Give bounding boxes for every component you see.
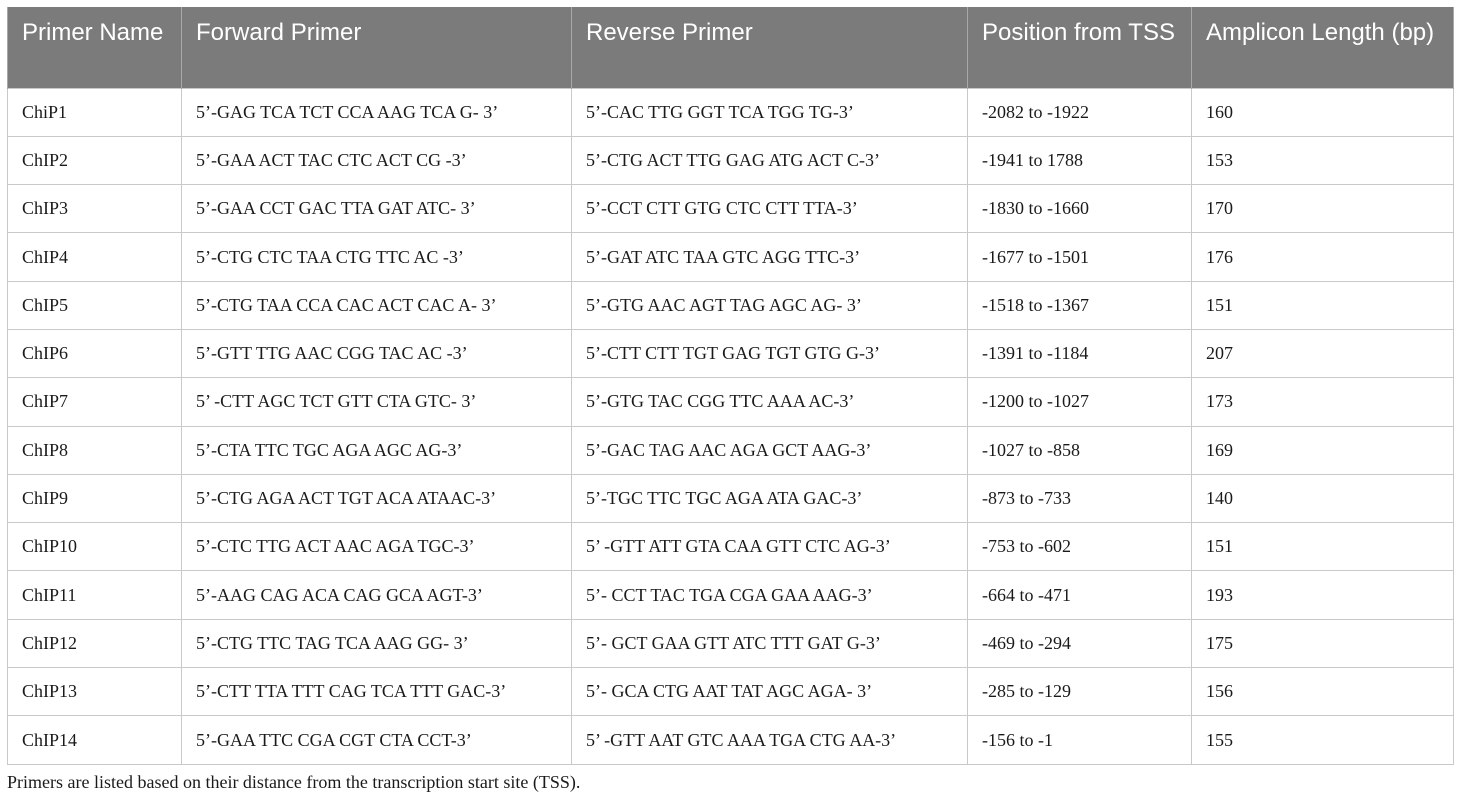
cell-forward-primer: 5’-CTG TAA CCA CAC ACT CAC A- 3’ xyxy=(182,281,572,329)
cell-amplicon-length: 170 xyxy=(1192,185,1454,233)
cell-amplicon-length: 140 xyxy=(1192,474,1454,522)
cell-forward-primer: 5’-GAA CCT GAC TTA GAT ATC- 3’ xyxy=(182,185,572,233)
table-row xyxy=(8,136,1454,184)
table-row xyxy=(8,523,1454,571)
cell-position-from-tss: -1391 to -1184 xyxy=(968,329,1192,377)
table-row xyxy=(8,668,1454,716)
cell-amplicon-length: 173 xyxy=(1192,378,1454,426)
header-row xyxy=(8,7,1454,88)
cell-primer-name: ChIP3 xyxy=(8,185,182,233)
table-body xyxy=(8,88,1454,764)
table-footnote: Primers are listed based on their distance from the transcription start site (TSS). xyxy=(7,772,581,792)
cell-position-from-tss: -156 to -1 xyxy=(968,716,1192,764)
cell-reverse-primer: 5’-CTG ACT TTG GAG ATG ACT C-3’ xyxy=(572,136,968,184)
cell-reverse-primer: 5’- GCA CTG AAT TAT AGC AGA- 3’ xyxy=(572,668,968,716)
cell-primer-name: ChIP14 xyxy=(8,716,182,764)
cell-reverse-primer: 5’-TGC TTC TGC AGA ATA GAC-3’ xyxy=(572,474,968,522)
table-row xyxy=(8,88,1454,136)
cell-primer-name: ChIP8 xyxy=(8,426,182,474)
cell-forward-primer: 5’-GAA TTC CGA CGT CTA CCT-3’ xyxy=(182,716,572,764)
table-row xyxy=(8,329,1454,377)
cell-primer-name: ChIP10 xyxy=(8,523,182,571)
cell-forward-primer: 5’ -CTT AGC TCT GTT CTA GTC- 3’ xyxy=(182,378,572,426)
cell-reverse-primer: 5’-CAC TTG GGT TCA TGG TG-3’ xyxy=(572,88,968,136)
header-primer-name: Primer Name xyxy=(8,7,182,88)
cell-primer-name: ChiP1 xyxy=(8,88,182,136)
cell-primer-name: ChIP6 xyxy=(8,329,182,377)
cell-amplicon-length: 153 xyxy=(1192,136,1454,184)
cell-reverse-primer: 5’- GCT GAA GTT ATC TTT GAT G-3’ xyxy=(572,619,968,667)
table-row xyxy=(8,233,1454,281)
cell-primer-name: ChIP11 xyxy=(8,571,182,619)
cell-position-from-tss: -1941 to 1788 xyxy=(968,136,1192,184)
table-row xyxy=(8,571,1454,619)
cell-position-from-tss: -873 to -733 xyxy=(968,474,1192,522)
cell-amplicon-length: 176 xyxy=(1192,233,1454,281)
cell-reverse-primer: 5’ -GTT AAT GTC AAA TGA CTG AA-3’ xyxy=(572,716,968,764)
cell-position-from-tss: -1677 to -1501 xyxy=(968,233,1192,281)
cell-forward-primer: 5’-CTC TTG ACT AAC AGA TGC-3’ xyxy=(182,523,572,571)
cell-forward-primer: 5’-GAA ACT TAC CTC ACT CG -3’ xyxy=(182,136,572,184)
cell-forward-primer: 5’-CTG CTC TAA CTG TTC AC -3’ xyxy=(182,233,572,281)
cell-primer-name: ChIP7 xyxy=(8,378,182,426)
cell-amplicon-length: 155 xyxy=(1192,716,1454,764)
header-amplicon-length: Amplicon Length (bp) xyxy=(1192,7,1454,88)
cell-forward-primer: 5’-AAG CAG ACA CAG GCA AGT-3’ xyxy=(182,571,572,619)
cell-position-from-tss: -1830 to -1660 xyxy=(968,185,1192,233)
cell-forward-primer: 5’-CTG AGA ACT TGT ACA ATAAC-3’ xyxy=(182,474,572,522)
cell-amplicon-length: 175 xyxy=(1192,619,1454,667)
cell-reverse-primer: 5’- CCT TAC TGA CGA GAA AAG-3’ xyxy=(572,571,968,619)
cell-amplicon-length: 156 xyxy=(1192,668,1454,716)
cell-position-from-tss: -664 to -471 xyxy=(968,571,1192,619)
cell-position-from-tss: -753 to -602 xyxy=(968,523,1192,571)
primer-table-container xyxy=(7,7,1453,765)
cell-primer-name: ChIP4 xyxy=(8,233,182,281)
table-row xyxy=(8,185,1454,233)
header-forward-primer: Forward Primer xyxy=(182,7,572,88)
cell-reverse-primer: 5’-GTG TAC CGG TTC AAA AC-3’ xyxy=(572,378,968,426)
table-row xyxy=(8,619,1454,667)
cell-forward-primer: 5’-CTT TTA TTT CAG TCA TTT GAC-3’ xyxy=(182,668,572,716)
cell-position-from-tss: -285 to -129 xyxy=(968,668,1192,716)
cell-position-from-tss: -1200 to -1027 xyxy=(968,378,1192,426)
table-row xyxy=(8,281,1454,329)
cell-position-from-tss: -469 to -294 xyxy=(968,619,1192,667)
cell-primer-name: ChIP12 xyxy=(8,619,182,667)
cell-reverse-primer: 5’-GTG AAC AGT TAG AGC AG- 3’ xyxy=(572,281,968,329)
cell-position-from-tss: -1027 to -858 xyxy=(968,426,1192,474)
cell-reverse-primer: 5’-CCT CTT GTG CTC CTT TTA-3’ xyxy=(572,185,968,233)
cell-forward-primer: 5’-CTG TTC TAG TCA AAG GG- 3’ xyxy=(182,619,572,667)
cell-reverse-primer: 5’-GAT ATC TAA GTC AGG TTC-3’ xyxy=(572,233,968,281)
table-header xyxy=(8,7,1454,88)
cell-amplicon-length: 151 xyxy=(1192,523,1454,571)
cell-reverse-primer: 5’ -GTT ATT GTA CAA GTT CTC AG-3’ xyxy=(572,523,968,571)
cell-amplicon-length: 207 xyxy=(1192,329,1454,377)
cell-amplicon-length: 151 xyxy=(1192,281,1454,329)
cell-amplicon-length: 193 xyxy=(1192,571,1454,619)
cell-amplicon-length: 169 xyxy=(1192,426,1454,474)
cell-forward-primer: 5’-GTT TTG AAC CGG TAC AC -3’ xyxy=(182,329,572,377)
cell-primer-name: ChIP9 xyxy=(8,474,182,522)
cell-position-from-tss: -1518 to -1367 xyxy=(968,281,1192,329)
cell-reverse-primer: 5’-GAC TAG AAC AGA GCT AAG-3’ xyxy=(572,426,968,474)
cell-forward-primer: 5’-CTA TTC TGC AGA AGC AG-3’ xyxy=(182,426,572,474)
table-row xyxy=(8,716,1454,764)
table-row xyxy=(8,378,1454,426)
table-row xyxy=(8,474,1454,522)
cell-reverse-primer: 5’-CTT CTT TGT GAG TGT GTG G-3’ xyxy=(572,329,968,377)
cell-position-from-tss: -2082 to -1922 xyxy=(968,88,1192,136)
table-row xyxy=(8,426,1454,474)
cell-amplicon-length: 160 xyxy=(1192,88,1454,136)
cell-forward-primer: 5’-GAG TCA TCT CCA AAG TCA G- 3’ xyxy=(182,88,572,136)
header-reverse-primer: Reverse Primer xyxy=(572,7,968,88)
primer-table xyxy=(7,7,1454,765)
cell-primer-name: ChIP5 xyxy=(8,281,182,329)
header-position-from-tss: Position from TSS xyxy=(968,7,1192,88)
cell-primer-name: ChIP2 xyxy=(8,136,182,184)
cell-primer-name: ChIP13 xyxy=(8,668,182,716)
